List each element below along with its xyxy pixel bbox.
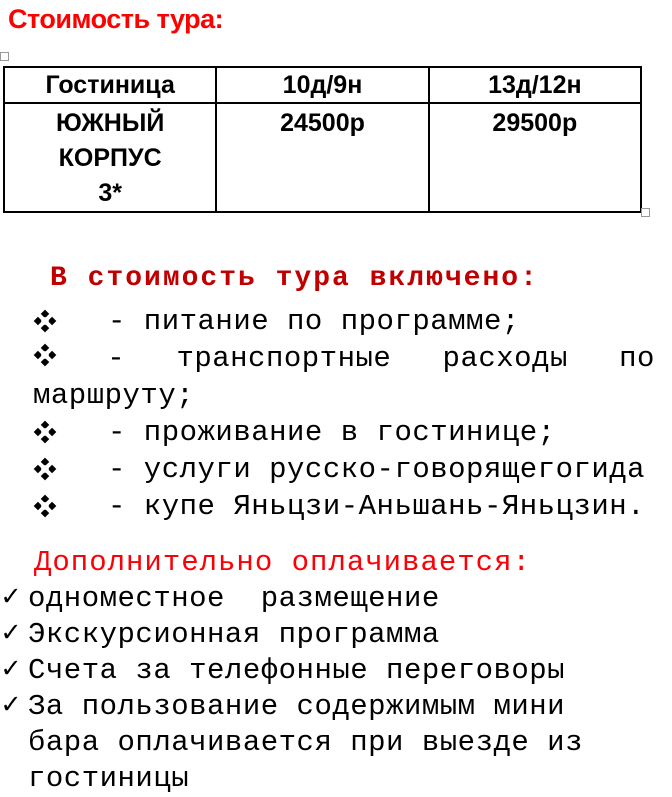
list-item-line: маршруту; [33, 379, 195, 412]
extra-list [2, 581, 652, 797]
list-item-line: - услуги русско-говорящегогида [33, 451, 655, 488]
list-item-line: гостиницы [28, 762, 190, 795]
hotel-name-line: 3* [98, 179, 122, 207]
list-item-line: - проживание в гостинице; [33, 414, 655, 451]
hotel-name-line: ЮЖНЫЙ [56, 109, 165, 137]
list-item-line: ✓ Экскурсионная программа [2, 617, 440, 651]
list-item-line: ✓ За пользование содержимым мини [2, 689, 566, 723]
included-item [33, 451, 655, 488]
diamond-bullet-icon [33, 495, 56, 517]
checkmark-icon: ✓ [2, 653, 20, 686]
included-item [33, 414, 655, 451]
hotel-name-line: КОРПУС [58, 144, 162, 172]
price-10d9n-cell: 24500р [216, 103, 428, 212]
included-item [33, 303, 655, 340]
table-header-row [4, 67, 641, 103]
extra-item [2, 581, 652, 617]
checkmark-icon: ✓ [2, 581, 20, 614]
table-data-row [4, 103, 641, 212]
included-item [33, 488, 655, 525]
list-item-line: ✓ Счета за телефонные переговоры [2, 653, 566, 687]
list-item-line: ✓ одноместное размещение [2, 581, 440, 615]
price-table-container [3, 66, 642, 213]
extra-item [2, 689, 652, 797]
col-header-10d9n: 10д/9н [216, 67, 428, 103]
list-item-line: бара оплачивается при выезде из [28, 726, 583, 759]
included-heading: В стоимость тура включено: [50, 263, 539, 294]
list-item-line: - транспортные расходы по [33, 340, 655, 377]
hotel-name-cell [4, 103, 216, 212]
checkmark-icon: ✓ [2, 689, 20, 722]
list-item-line: - купе Яньцзи-Аньшань-Яньцзин. [33, 488, 655, 525]
diamond-bullet-icon [33, 458, 56, 480]
included-list [33, 303, 655, 525]
list-item-line: - питание по программе; [33, 303, 655, 340]
table-resize-handle-bottom-right[interactable] [641, 208, 650, 217]
diamond-bullet-icon [33, 344, 56, 366]
included-item [33, 340, 655, 414]
extra-item [2, 617, 652, 653]
page-title: Стоимость тура: [8, 4, 224, 34]
diamond-bullet-icon [33, 310, 56, 332]
col-header-13d12n: 13д/12н [429, 67, 641, 103]
checkmark-icon: ✓ [2, 617, 20, 650]
diamond-bullet-icon [33, 421, 56, 443]
price-table [3, 66, 642, 213]
extra-heading: Дополнительно оплачивается: [34, 546, 531, 579]
extra-item [2, 653, 652, 689]
col-header-hotel: Гостиница [4, 67, 216, 103]
table-resize-handle-top-left[interactable] [0, 52, 9, 61]
price-13d12n-cell: 29500р [429, 103, 641, 212]
